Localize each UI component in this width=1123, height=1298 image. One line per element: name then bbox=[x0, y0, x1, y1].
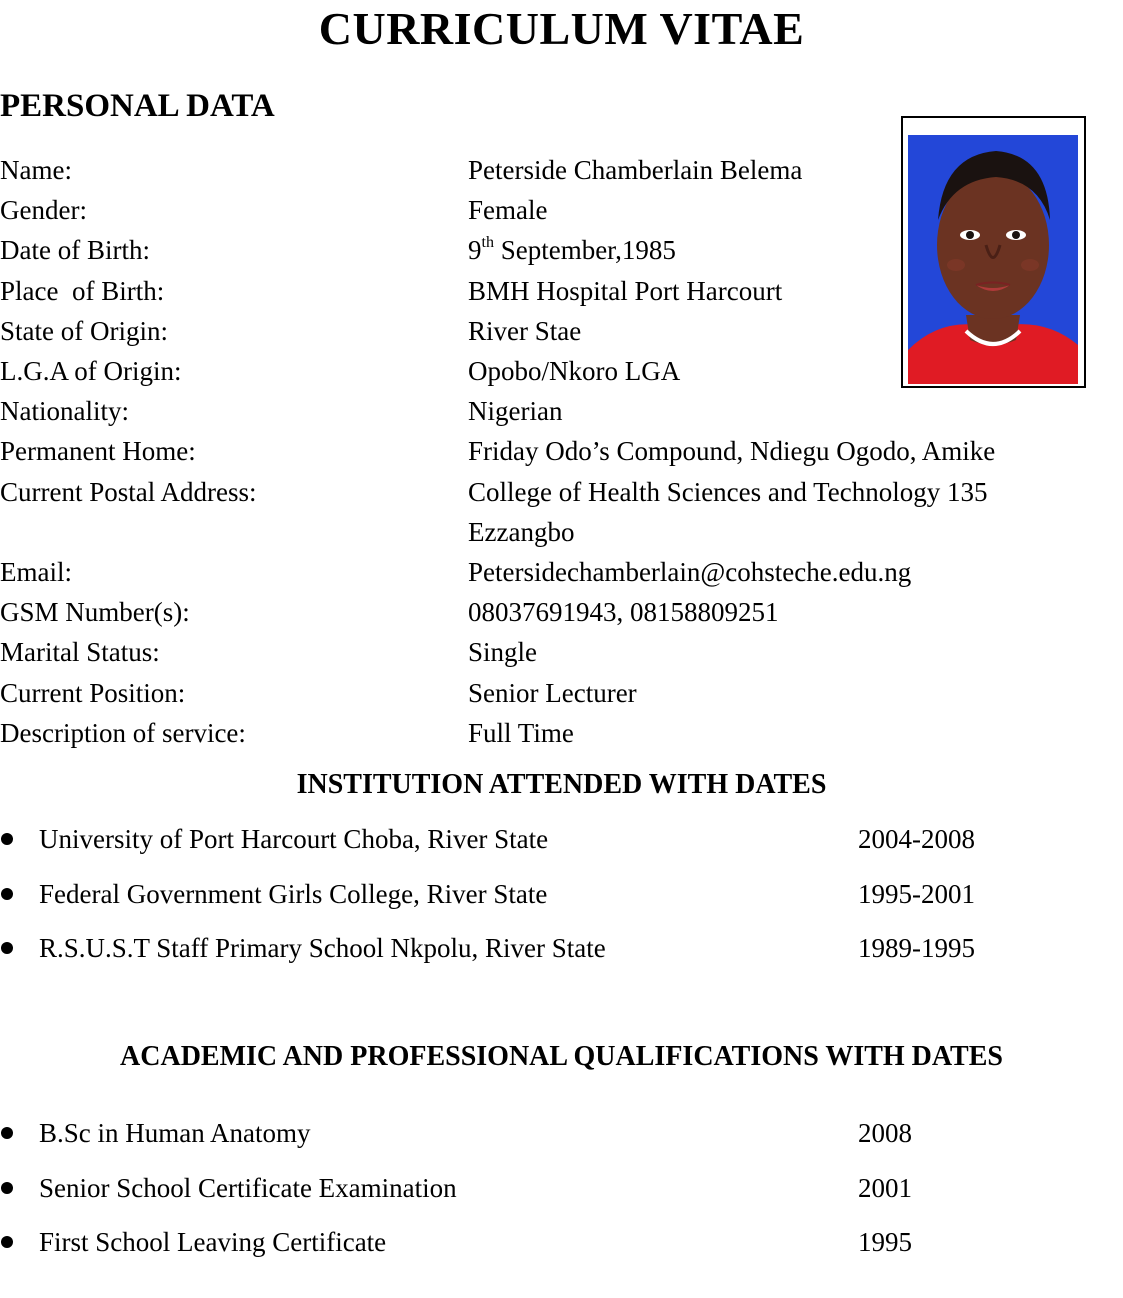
qualifications-list bbox=[0, 1116, 1100, 1280]
list-item bbox=[0, 877, 1100, 932]
field-value: Single bbox=[468, 637, 538, 668]
field-value: Senior Lecturer bbox=[468, 677, 637, 708]
field-row-postal-address bbox=[0, 472, 1110, 512]
bullet-icon bbox=[1, 888, 13, 900]
field-label: Description of service: bbox=[0, 717, 246, 748]
field-row-permanent-home bbox=[0, 431, 1110, 471]
field-label: GSM Number(s): bbox=[0, 597, 190, 628]
institution-dates: 1995-2001 bbox=[858, 878, 975, 909]
portrait-photo-icon bbox=[908, 135, 1078, 384]
field-label bbox=[0, 512, 468, 552]
qualification-name: First School Leaving Certificate bbox=[39, 1227, 387, 1257]
qualification-name: Senior School Certificate Examination bbox=[39, 1172, 457, 1203]
field-label: L.G.A of Origin: bbox=[0, 356, 182, 387]
field-row-current-position bbox=[0, 673, 1110, 713]
list-item bbox=[0, 822, 1100, 877]
field-label: Marital Status: bbox=[0, 637, 160, 668]
birth-day-suffix: th bbox=[481, 234, 494, 252]
field-value: Petersidechamberlain@cohsteche.edu.ng bbox=[468, 557, 912, 588]
field-label: Gender: bbox=[0, 195, 87, 226]
list-item bbox=[0, 931, 1100, 986]
institutions-list bbox=[0, 822, 1100, 986]
field-label: Nationality: bbox=[0, 396, 129, 427]
field-value: BMH Hospital Port Harcourt bbox=[468, 275, 783, 306]
qualifications-heading: ACADEMIC AND PROFESSIONAL QUALIFICATIONS WITH DATES bbox=[120, 1041, 1003, 1072]
birth-month-year: September,1985 bbox=[493, 235, 676, 266]
qualification-date: 2001 bbox=[858, 1172, 912, 1203]
institutions-heading: INSTITUTION ATTENDED WITH DATES bbox=[296, 769, 827, 800]
bullet-icon bbox=[1, 1127, 13, 1139]
qualification-name: B.Sc in Human Anatomy bbox=[39, 1118, 311, 1148]
institution-dates: 2004-2008 bbox=[858, 824, 975, 854]
list-item bbox=[0, 1225, 1100, 1280]
field-label: Date of Birth: bbox=[0, 235, 150, 266]
passport-photo-frame bbox=[901, 116, 1086, 388]
bullet-icon bbox=[1, 1182, 13, 1194]
field-value: College of Health Sciences and Technology 135 bbox=[468, 476, 988, 507]
field-label: Current Postal Address: bbox=[0, 476, 257, 507]
field-value: 08037691943, 08158809251 bbox=[468, 597, 779, 628]
qualification-date: 2008 bbox=[858, 1118, 912, 1148]
field-label: Email: bbox=[0, 557, 72, 588]
field-label: Current Position: bbox=[0, 677, 186, 708]
field-label: State of Origin: bbox=[0, 315, 168, 346]
field-value: Full Time bbox=[468, 717, 574, 748]
field-value: Opobo/Nkoro LGA bbox=[468, 356, 681, 387]
institution-name: R.S.U.S.T Staff Primary School Nkpolu, River State bbox=[39, 933, 606, 963]
bullet-icon bbox=[1, 1236, 13, 1248]
document-title: CURRICULUM VITAE bbox=[318, 3, 805, 54]
bullet-icon bbox=[1, 833, 13, 845]
list-item bbox=[0, 1116, 1100, 1171]
bullet-icon bbox=[1, 942, 13, 954]
field-value: Peterside Chamberlain Belema bbox=[468, 155, 803, 185]
field-value: Nigerian bbox=[468, 396, 563, 427]
list-item bbox=[0, 1171, 1100, 1226]
institution-dates: 1989-1995 bbox=[858, 933, 975, 963]
field-label: Permanent Home: bbox=[0, 436, 196, 467]
field-value: River Stae bbox=[468, 315, 582, 346]
field-value: Ezzangbo bbox=[468, 516, 575, 547]
field-value: Female bbox=[468, 195, 548, 226]
personal-data-heading: PERSONAL DATA bbox=[0, 88, 275, 124]
field-row-postal-address-continued bbox=[0, 512, 1110, 552]
field-value: Friday Odo’s Compound, Ndiegu Ogodo, Amike bbox=[468, 436, 996, 467]
institution-name: University of Port Harcourt Choba, River State bbox=[39, 824, 549, 854]
field-row-email bbox=[0, 552, 1110, 592]
field-row-description-of-service bbox=[0, 713, 1110, 753]
institution-name: Federal Government Girls College, River State bbox=[39, 878, 548, 909]
qualification-date: 1995 bbox=[858, 1227, 912, 1257]
birth-day: 9 bbox=[468, 235, 482, 266]
field-label: Place of Birth: bbox=[0, 275, 165, 306]
field-row-nationality bbox=[0, 391, 1110, 431]
field-row-marital-status bbox=[0, 632, 1110, 672]
field-label: Name: bbox=[0, 155, 72, 185]
field-row-gsm bbox=[0, 592, 1110, 632]
